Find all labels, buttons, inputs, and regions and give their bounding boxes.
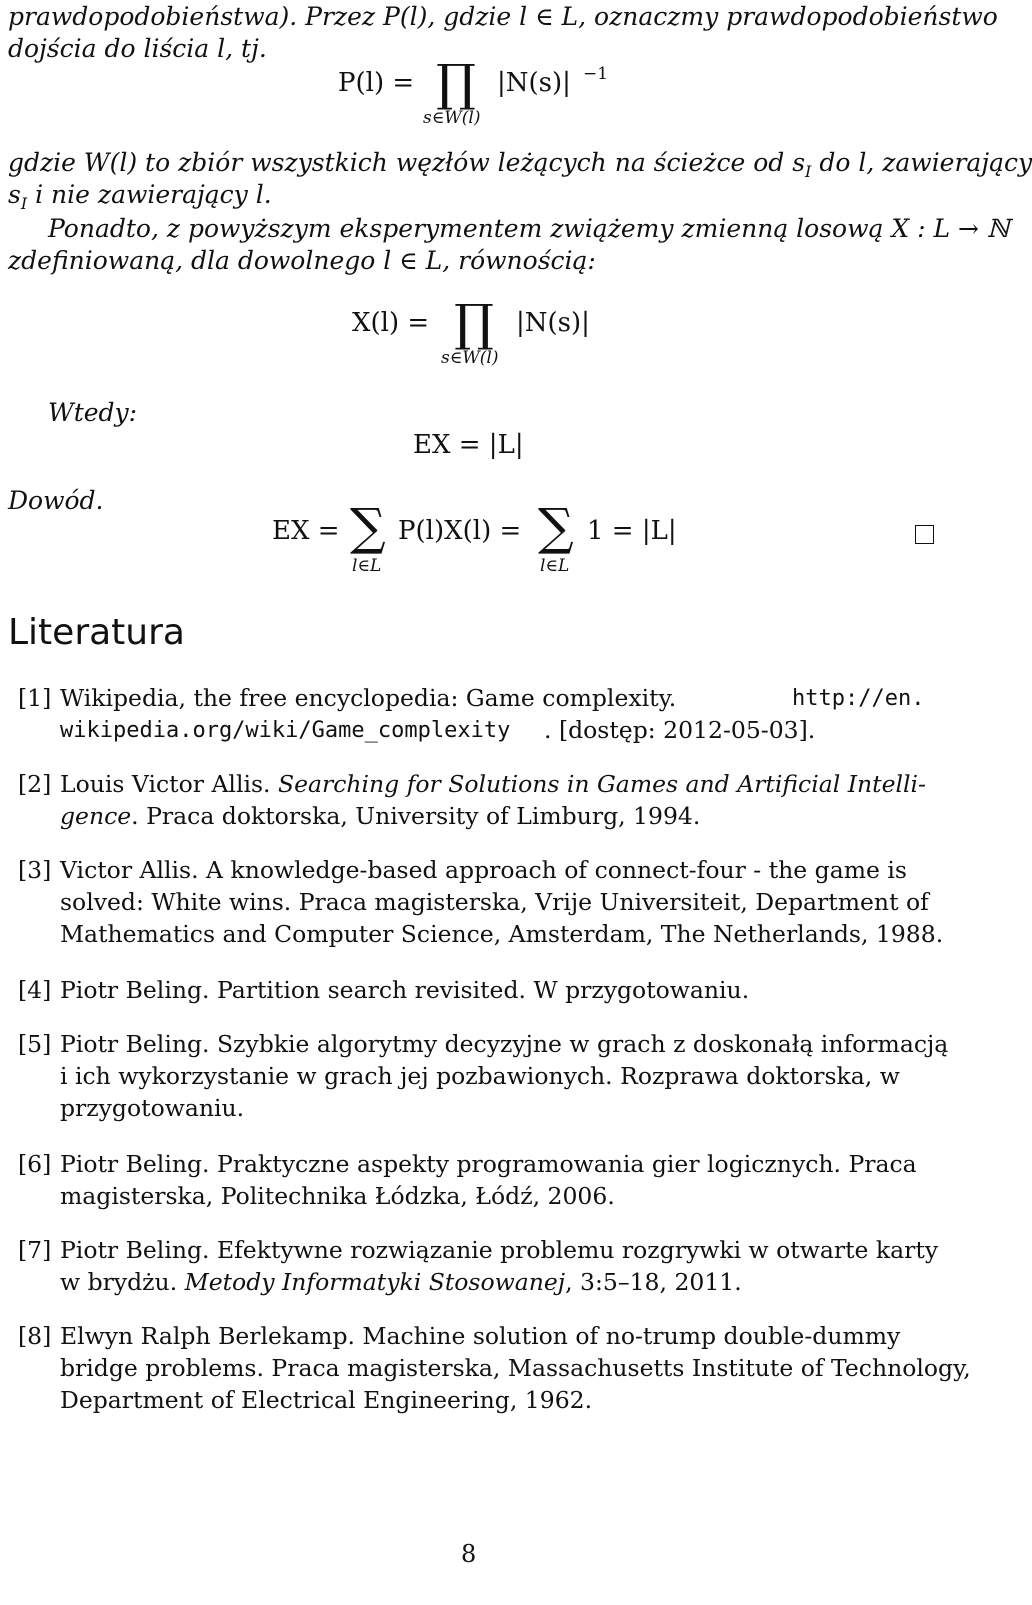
ref-title: gence [60,802,132,830]
sum-symbol: ∑ [538,498,574,556]
ref-text: Piotr Beling. Efektywne rozwiązanie problemu rozgrywki w otwarte karty [60,1236,939,1264]
text-s: s [8,180,21,209]
ref-journal: Metody Informatyki Stosowanej [184,1268,566,1296]
ref-text: bridge problems. Praca magisterska, Massachusetts Institute of Technology, [60,1354,971,1382]
product-symbol: ∏ [454,294,494,352]
ref-text: i ich wykorzystanie w grach jej pozbawionych. Rozprawa doktorska, w [60,1062,900,1090]
wtedy-label: Wtedy: [48,398,138,427]
ref-text: Department of Electrical Engineering, 1962. [60,1386,593,1414]
ref-text: magisterska, Politechnika Łódzka, Łódź, 2006. [60,1182,615,1210]
ref-number: [5] [18,1030,52,1058]
ref-detail: , 3:5–18, 2011. [565,1268,742,1296]
ref-text: Elwyn Ralph Berlekamp. Machine solution of no-trump double-dummy [60,1322,901,1350]
text-line: zdefiniowaną, dla dowolnego l ∈ L, równością: [8,246,596,275]
ref-text: Piotr Beling. Szybkie algorytmy decyzyjne w grach z doskonałą informacją [60,1030,949,1058]
ref-url[interactable]: http://en. [792,686,925,711]
ref-detail: w brydżu. [60,1268,185,1296]
eq-lhs: EX = [272,516,340,546]
ref-text [60,1266,742,1299]
text-end: do l, zawierający [811,148,1032,177]
ref-text: Piotr Beling. Partition search revisited. W przygotowaniu. [60,976,750,1004]
qed-box-icon [915,525,934,544]
ref-title: Searching for Solutions in Games and Artificial Intelli- [277,770,926,798]
equation-expectation: EX = |L| [413,430,524,460]
ref-text: solved: White wins. Praca magisterska, Vrije Universiteit, Department of [60,888,929,916]
eq-rhs: 1 = |L| [587,516,677,546]
eq-subscript: l∈L [352,556,382,576]
eq-subscript: s∈W(l) [441,348,499,368]
ref-number: [6] [18,1150,52,1178]
page-number: 8 [461,1540,477,1568]
subscript: I [20,194,28,213]
ref-text: przygotowaniu. [60,1094,245,1122]
product-symbol: ∏ [436,54,476,112]
ref-text: Piotr Beling. Praktyczne aspekty programowania gier logicznych. Praca [60,1150,917,1178]
subscript: I [805,162,812,181]
eq-lhs: P(l) = [338,68,415,98]
sum-symbol: ∑ [350,498,386,556]
text-line: prawdopodobieństwa). Przez P(l), gdzie l ∈ L, oznaczmy prawdopodobieństwo [8,2,998,31]
ref-number: [3] [18,856,52,884]
eq-subscript: s∈W(l) [423,108,481,128]
eq-subscript: l∈L [540,556,570,576]
ref-number: [1] [18,684,52,712]
ref-number: [4] [18,976,52,1004]
eq-rhs: |N(s)| [516,308,590,338]
eq-rhs: |N(s)| [497,68,571,98]
eq-lhs: X(l) = [352,308,430,338]
section-heading: Literatura [8,612,185,653]
ref-text: Mathematics and Computer Science, Amsterdam, The Netherlands, 1988. [60,920,944,948]
ref-text [60,800,700,833]
ref-number: [2] [18,770,52,798]
text-line: dojścia do liścia l, tj. [8,34,267,63]
ref-number: [8] [18,1322,52,1350]
text-rest: i nie zawierający l. [27,180,272,209]
ref-number: [7] [18,1236,52,1264]
ref-author: Louis Victor Allis. [60,770,278,798]
ref-text [60,768,926,801]
text-main: gdzie W(l) to zbiór wszystkich węzłów leżących na ścieżce od s [8,148,806,177]
eq-mid: P(l)X(l) = [398,516,522,546]
text-line: Ponadto, z powyższym eksperymentem zwiążemy zmienną losową X : L → ℕ [48,214,1010,243]
ref-url[interactable]: wikipedia.org/wiki/Game_complexity [60,718,511,743]
proof-label: Dowód. [8,486,104,515]
ref-text: . [dostęp: 2012-05-03]. [544,716,816,744]
ref-text: Wikipedia, the free encyclopedia: Game complexity. [60,684,677,712]
ref-text: Victor Allis. A knowledge-based approach of connect-four - the game is [60,856,907,884]
eq-exponent: −1 [583,64,609,84]
ref-detail: . Praca doktorska, University of Limburg, 1994. [131,802,701,830]
